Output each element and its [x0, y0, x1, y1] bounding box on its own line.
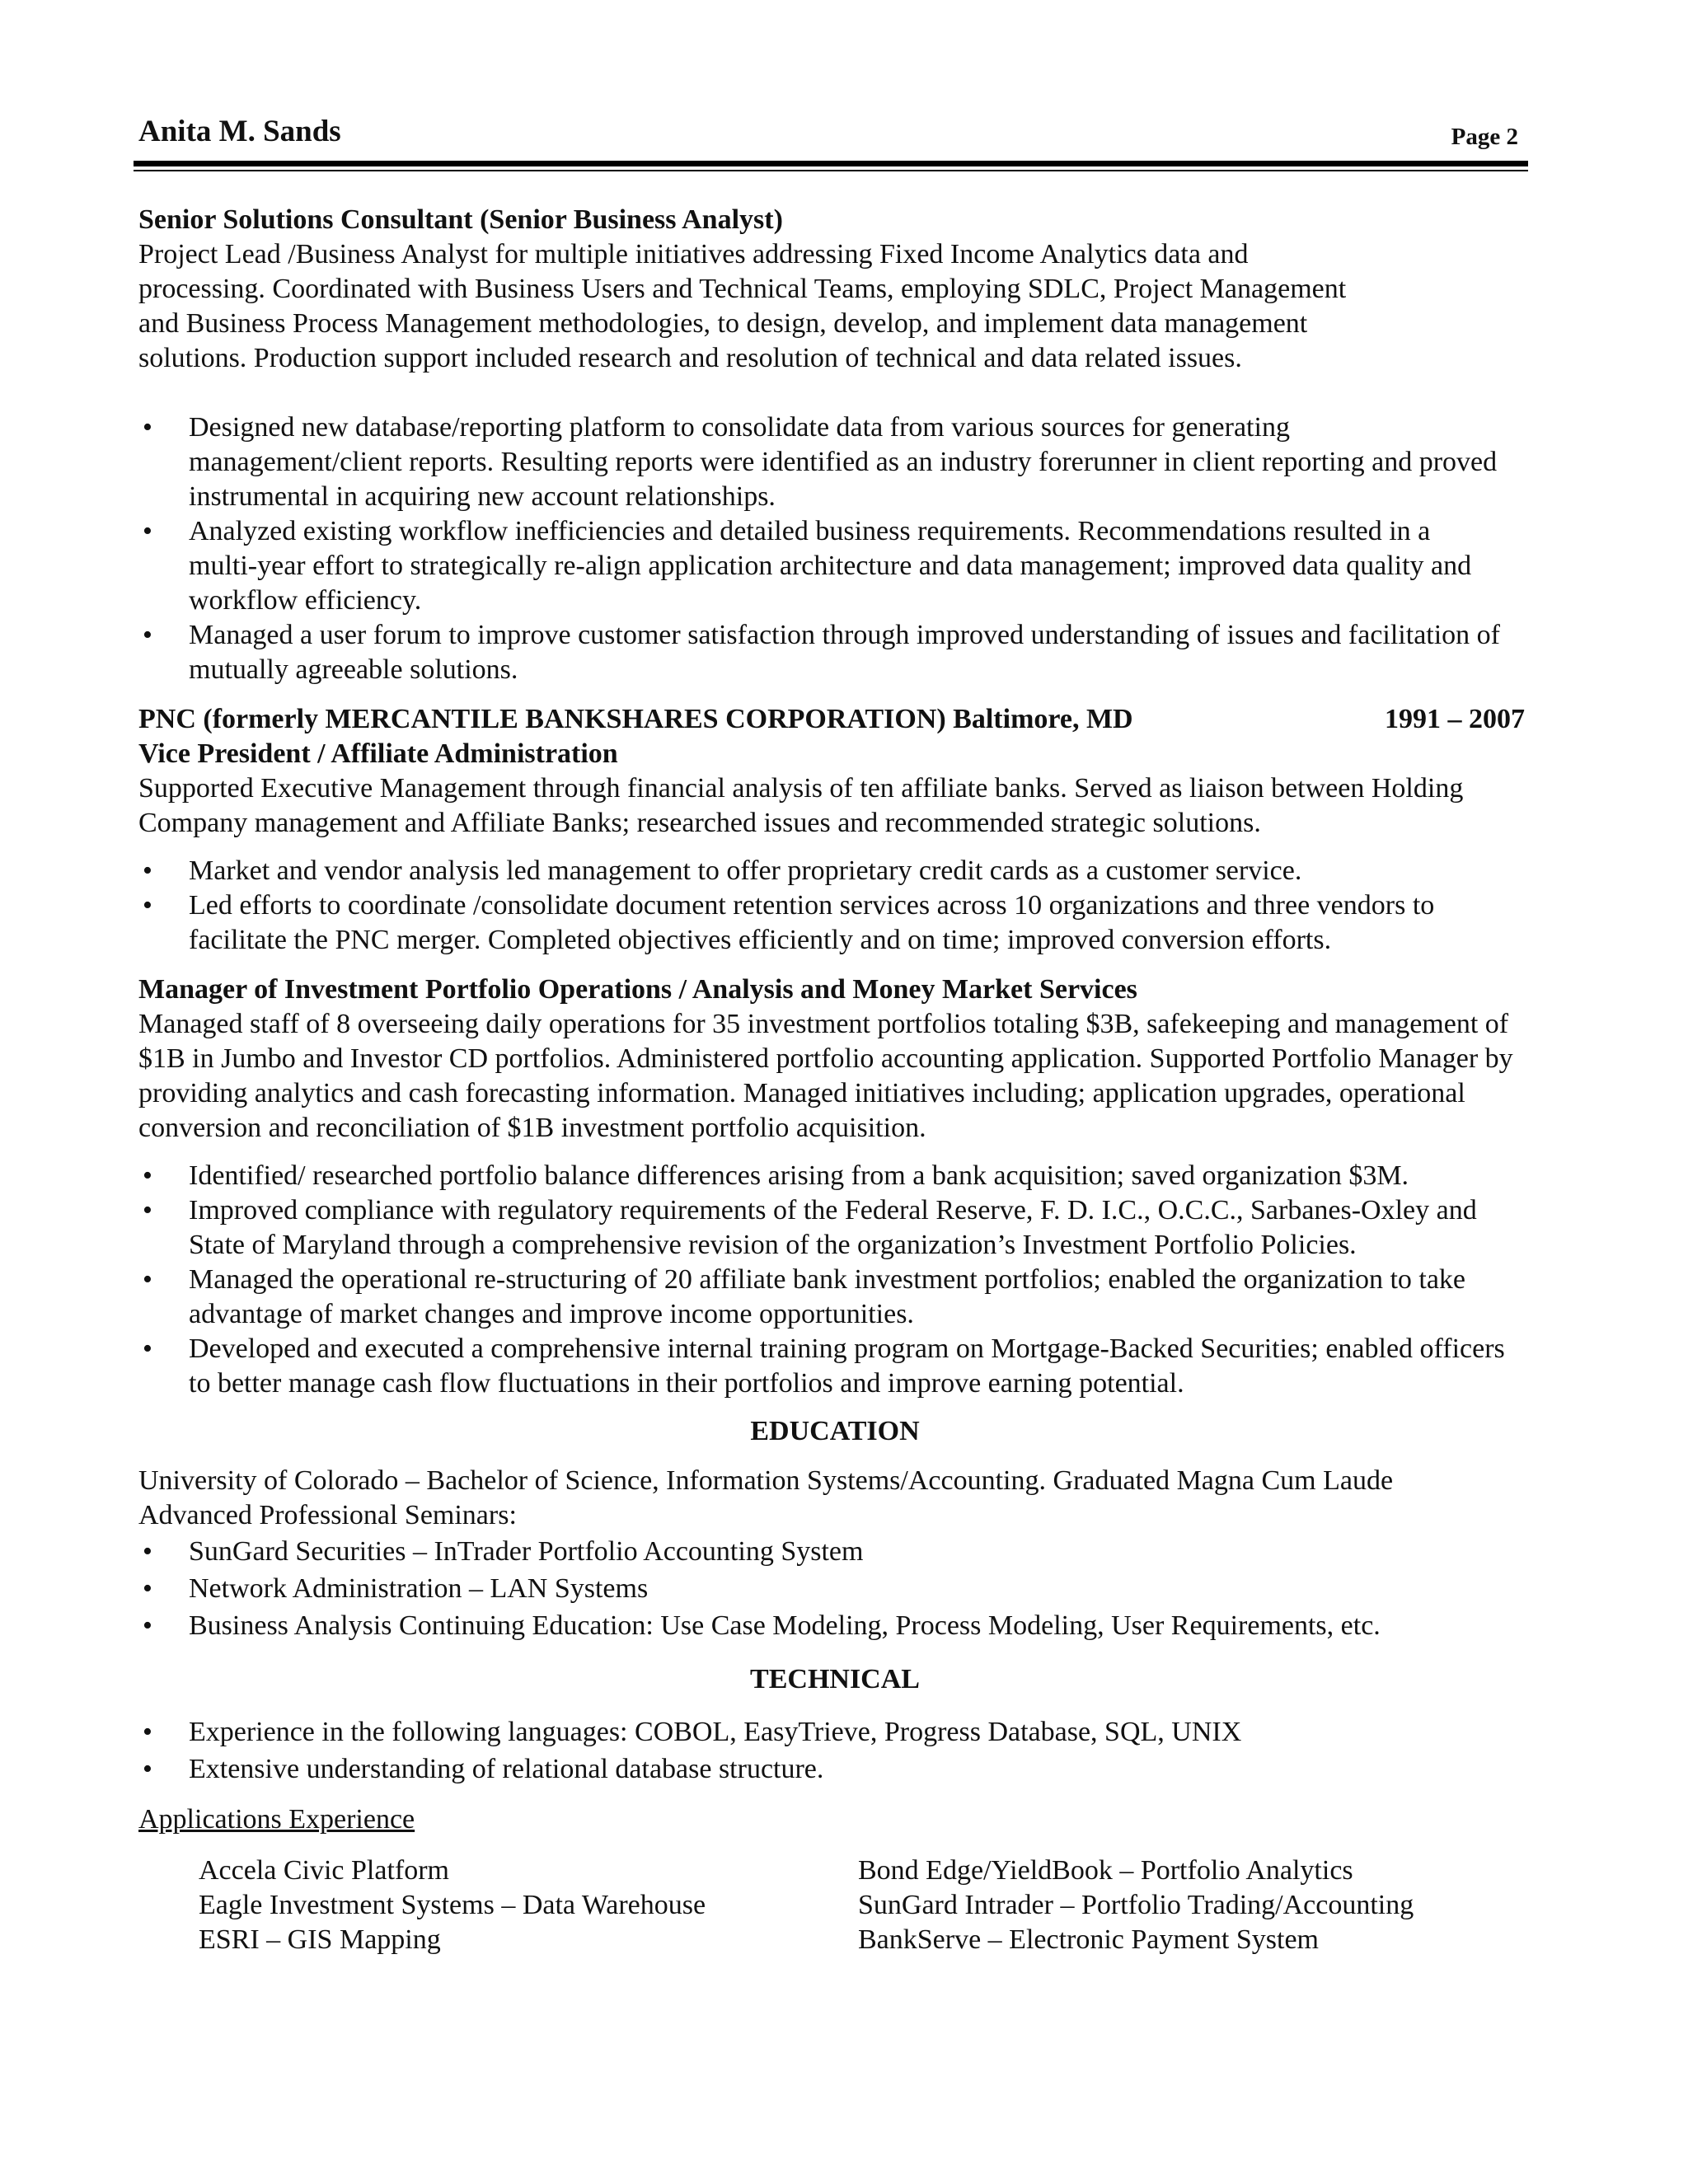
job-title-senior-solutions-consultant: Senior Solutions Consultant (Senior Business Analyst): [138, 204, 783, 235]
list-item: • Managed the operational re-structuring of 20 affiliate bank investment portfolios; enabled the organization to take advantage of market changes and improve income opportunities.: [138, 1263, 1531, 1332]
list-item: ESRI – GIS Mapping: [199, 1924, 441, 1955]
education-heading: EDUCATION: [750, 1416, 920, 1446]
list-item: • Identified/ researched portfolio balance differences arising from a bank acquisition; saved organization $3M.: [138, 1159, 1531, 1193]
list-item: • Extensive understanding of relational database structure.: [138, 1750, 1531, 1788]
bullet-icon: •: [143, 1264, 152, 1295]
seminars-label: Advanced Professional Seminars:: [138, 1500, 517, 1530]
job-title-vice-president: Vice President / Affiliate Administration: [138, 738, 618, 769]
applications-column-right: [858, 1854, 1414, 1957]
achievement-list: [138, 1159, 1531, 1401]
header-rule-thin: [134, 170, 1528, 171]
bullet-icon: •: [143, 1754, 152, 1784]
job-title-manager-investment-portfolio: Manager of Investment Portfolio Operations / Analysis and Money Market Services: [138, 974, 1137, 1005]
bullet-icon: •: [143, 855, 152, 886]
header-rule-thick: [134, 161, 1528, 166]
employment-dates: 1991 – 2007: [1385, 704, 1525, 734]
list-item: Accela Civic Platform: [199, 1855, 450, 1886]
list-item: • SunGard Securities – InTrader Portfolio Accounting System: [138, 1533, 1531, 1570]
degree-line: University of Colorado – Bachelor of Science, Information Systems/Accounting. Graduated Magna Cum Laude: [138, 1465, 1394, 1496]
bullet-icon: •: [143, 1195, 152, 1226]
list-item: • Analyzed existing workflow inefficiencies and detailed business requirements. Recommendations resulted in a multi-year effort to strategically re-align application architecture and data management; improved data quality and workflow efficiency.: [138, 514, 1503, 618]
candidate-name: Anita M. Sands: [138, 115, 341, 148]
bullet-icon: •: [143, 516, 152, 546]
list-item: • Business Analysis Continuing Education: Use Case Modeling, Process Modeling, User Requirements, etc.: [138, 1607, 1531, 1644]
list-item: • Market and vendor analysis led management to offer proprietary credit cards as a customer service.: [138, 854, 1531, 888]
page-header: [138, 114, 1525, 163]
bullet-icon: •: [143, 1717, 152, 1747]
list-item: Eagle Investment Systems – Data Warehouse: [199, 1890, 706, 1920]
list-item: • Network Administration – LAN Systems: [138, 1570, 1531, 1607]
job-description: Supported Executive Management through financial analysis of ten affiliate banks. Served as liaison between Holding Company management and Affiliate Banks; researched issues and recommended strategic solutions.: [138, 773, 1464, 838]
applications-grid: [138, 1854, 1531, 1957]
bullet-icon: •: [143, 1536, 152, 1567]
bullet-icon: •: [143, 620, 152, 650]
employer-heading: [138, 702, 1531, 737]
list-item: • Managed a user forum to improve customer satisfaction through improved understanding of issues and facilitation of mutually agreeable solutions.: [138, 618, 1503, 687]
bullet-icon: •: [143, 890, 152, 921]
list-item: Bond Edge/YieldBook – Portfolio Analytics: [858, 1855, 1353, 1886]
page-number: Page 2: [1451, 124, 1518, 150]
applications-column-left: [199, 1854, 706, 1957]
list-item: BankServe – Electronic Payment System: [858, 1924, 1319, 1955]
employer-name: PNC (formerly MERCANTILE BANKSHARES CORPORATION) Baltimore, MD: [138, 704, 1133, 734]
applications-experience-heading: Applications Experience: [138, 1804, 415, 1835]
list-item: SunGard Intrader – Portfolio Trading/Accounting: [858, 1890, 1414, 1920]
job-description: Project Lead /Business Analyst for multiple initiatives addressing Fixed Income Analytics data and processing. Coordinated with Business Users and Technical Teams, employing SDLC, Project Management and Business Process Management methodologies, to design, develop, and implement data management solutions. Production support included research and resolution of technical and data related issues.: [138, 239, 1347, 373]
technical-list: [138, 1713, 1531, 1788]
bullet-icon: •: [143, 1610, 152, 1641]
list-item: • Experience in the following languages: COBOL, EasyTrieve, Progress Database, SQL, UNIX: [138, 1713, 1531, 1750]
bullet-icon: •: [143, 1160, 152, 1191]
technical-heading: TECHNICAL: [750, 1664, 920, 1694]
list-item: • Led efforts to coordinate /consolidate document retention services across 10 organizations and three vendors to facilitate the PNC merger. Completed objectives efficiently and on time; improved conversion efforts.: [138, 888, 1531, 958]
list-item: • Developed and executed a comprehensive internal training program on Mortgage-Backed Securities; enabled officers to better manage cash flow fluctuations in their portfolios and improve earning potential.: [138, 1332, 1531, 1401]
job-description: Managed staff of 8 overseeing daily operations for 35 investment portfolios totaling $3B, safekeeping and management of $1B in Jumbo and Investor CD portfolios. Administered portfolio accounting application. Supported Portfolio Manager by providing analytics and cash forecasting information. Managed initiatives including; application upgrades, operational conversion and reconciliation of $1B investment portfolio acquisition.: [138, 1009, 1513, 1143]
achievement-list: [138, 410, 1503, 687]
resume-body: [138, 203, 1531, 1957]
bullet-icon: •: [143, 412, 152, 443]
bullet-icon: •: [143, 1573, 152, 1604]
achievement-list: [138, 854, 1531, 958]
list-item: • Improved compliance with regulatory requirements of the Federal Reserve, F. D. I.C., O.C.C., Sarbanes-Oxley and State of Maryland through a comprehensive revision of the organization’s Investment Portfolio Policies.: [138, 1193, 1531, 1263]
bullet-icon: •: [143, 1333, 152, 1364]
seminar-list: [138, 1533, 1531, 1644]
list-item: • Designed new database/reporting platform to consolidate data from various sources for generating management/client reports. Resulting reports were identified as an industry forerunner in client reporting and proved instrumental in acquiring new account relationships.: [138, 410, 1503, 514]
